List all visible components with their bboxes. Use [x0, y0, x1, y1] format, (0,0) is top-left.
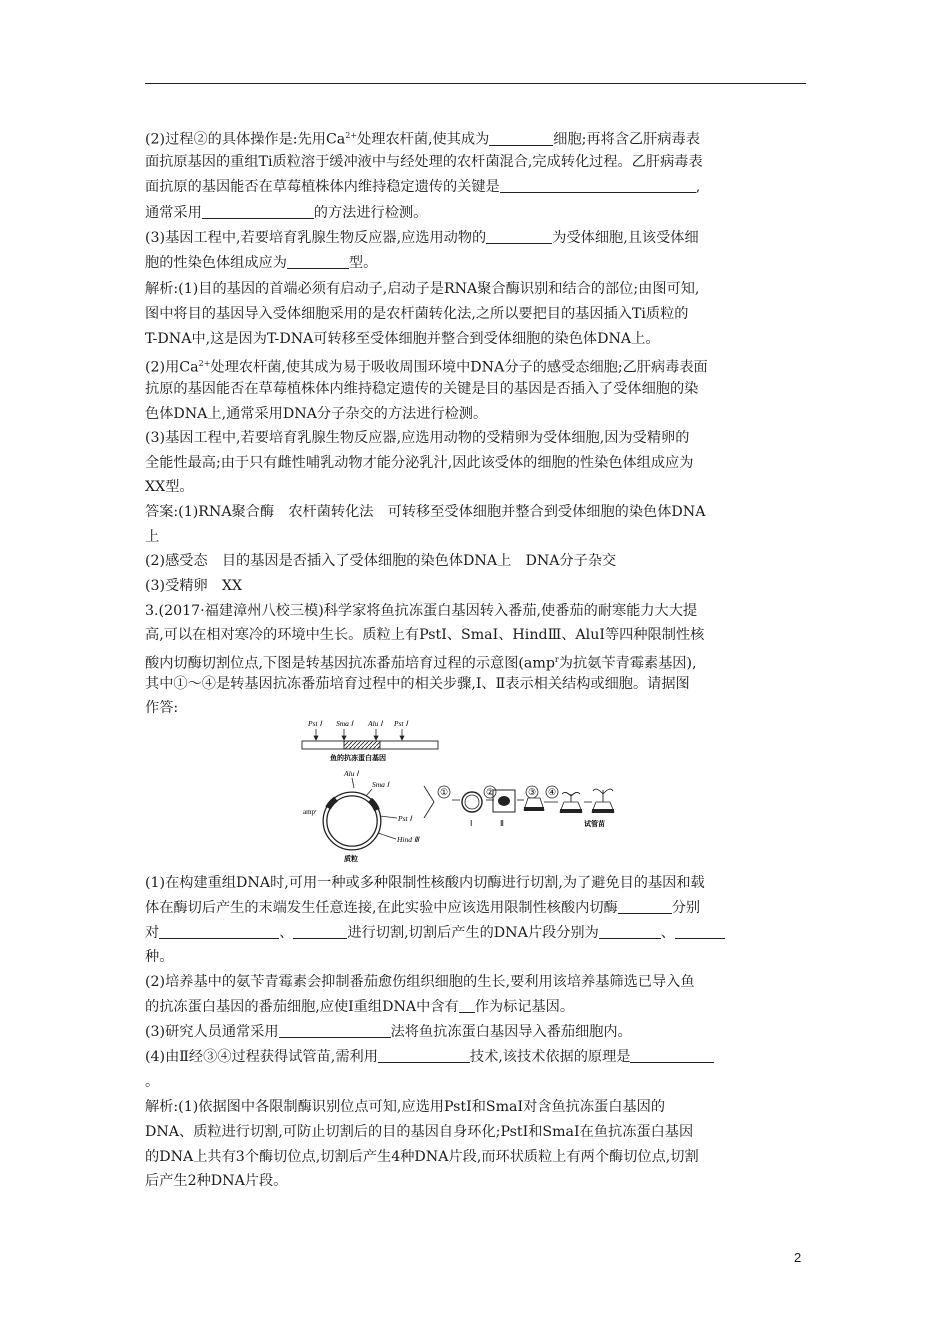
step-3-label: ③	[528, 787, 537, 797]
text-line: 全能性最高;由于只有雌性哺乳动物才能分泌乳汁,因此该受体的细胞的性染色体组成应为	[145, 455, 694, 471]
question-line: 。	[145, 1074, 160, 1090]
text-line: (2)过程②的具体操作是:先用$Ca^{2+}$处理农杆菌,使其成为 细胞;再将含乙肝病毒表	[145, 131, 700, 148]
seedling-2	[592, 789, 614, 813]
text-line: (3)基因工程中,若要培育乳腺生物反应器,应选用动物的 为受体细胞,且该受体细	[145, 230, 699, 246]
blank[interactable]	[459, 998, 475, 1013]
step-1-label: ①	[440, 787, 449, 797]
plasmid-sma1-label: Sma Ⅰ	[372, 780, 390, 789]
step-2-label: ②	[486, 787, 495, 797]
blank[interactable]	[279, 1023, 391, 1038]
blank[interactable]	[159, 924, 279, 939]
blank[interactable]	[202, 204, 314, 219]
blank[interactable]	[599, 924, 661, 939]
answer-line: 答案:(1)RNA聚合酶 农杆菌转化法 可转移至受体细胞并整合到受体细胞的染色体DNA	[145, 504, 706, 520]
answer-line: 的DNA上共有3个酶切位点,切割后产生4种DNA片段,而环状质粒上有两个酶切位点,切割	[145, 1149, 699, 1165]
blank[interactable]	[287, 254, 349, 269]
text-line: 解析:(1)目的基因的首端必须有启动子,启动子是RNA聚合酶识别和结合的部位;由图可知,	[145, 281, 700, 297]
blank[interactable]	[500, 178, 696, 193]
bracket	[424, 786, 434, 818]
plasmid-segment	[370, 800, 377, 810]
header-rule	[145, 83, 806, 84]
cut-arrows	[314, 729, 404, 740]
question-line: 体在酶切后产生的末端发生任意连接,在此实验中应该选用限制性核酸内切酶 分别	[145, 900, 701, 916]
question-line: 酸内切酶切割位点,下图是转基因抗冻番茄培育过程的示意图(amp$^r$为抗氨苄青霉素基因),	[145, 655, 697, 672]
sma1-top-label: Sma Ⅰ	[336, 719, 354, 728]
step-4-label: ④	[548, 787, 557, 797]
answer-line: 解析:(1)依据图中各限制酶识别位点可知,应选用PstⅠ和SmaⅠ对含鱼抗冻蛋白基因的	[145, 1099, 666, 1115]
question-line: 其中①～④是转基因抗冻番茄培育过程中的相关步骤,Ⅰ、Ⅱ表示相关结构或细胞。请据图	[145, 676, 690, 692]
text-line: 通常采用 的方法进行检测。	[145, 205, 428, 221]
answer-line: 后产生2种DNA片段。	[145, 1173, 288, 1189]
text-line: T-DNA中,这是因为T-DNA可转移至受体细胞并整合到受体细胞的染色体DNA上。	[145, 331, 660, 347]
text-line: 面抗原的基因能否在草莓植株体内维持稳定遗传的关键是 ,	[145, 179, 701, 195]
pst1-top-label: Pst Ⅰ	[308, 719, 322, 728]
plasmid-name: 质粒	[344, 855, 358, 863]
text-line: 色体DNA上,通常采用DNA分子杂交的方法进行检测。	[145, 406, 488, 422]
text-line: 面抗原基因的重组Ti质粒溶于缓冲液中与经处理的农杆菌混合,完成转化过程。乙肝病毒表	[145, 154, 703, 170]
seedling-1	[560, 792, 582, 813]
ampr-segment	[328, 799, 336, 808]
page-number: 2	[794, 1250, 802, 1265]
plasmid-pst1-label: Pst Ⅰ	[398, 814, 412, 823]
question-line: (3)研究人员通常采用 法将鱼抗冻蛋白基因导入番茄细胞内。	[145, 1024, 632, 1040]
alu1-top-label: Alu Ⅰ	[368, 719, 383, 728]
blank[interactable]	[618, 899, 672, 914]
antifreeze-gene-segment	[344, 741, 380, 749]
blank[interactable]	[489, 131, 553, 146]
question-line: 高,可以在相对寒冷的环境中生长。质粒上有PstⅠ、SmaⅠ、HindⅢ、AluⅠ等四种限制性核	[145, 627, 705, 643]
plasmid-alu1-label: Alu Ⅰ	[344, 769, 359, 778]
blank[interactable]	[675, 924, 725, 939]
seedling-label: 试管苗	[584, 820, 605, 828]
answer-line: (2)感受态 目的基因是否插入了受体细胞的染色体DNA上 DNA分子杂交	[145, 553, 617, 569]
plasmid-hind3-label: Hind Ⅲ	[397, 835, 420, 844]
blank[interactable]	[378, 1048, 470, 1063]
question-line: 对 、 进行切割,切割后产生的DNA片段分别为 、	[145, 922, 806, 944]
answer-line: 上	[145, 529, 160, 545]
question-line: 作答:	[145, 700, 179, 716]
gene-label: 鱼的抗冻蛋白基因	[330, 754, 386, 762]
process-diagram	[300, 714, 660, 866]
text-line: 图中将目的基因导入受体细胞采用的是农杆菌转化法,之所以要把目的基因插入Ti质粒的	[145, 306, 689, 322]
text-line: 胞的性染色体组成应为 型。	[145, 255, 378, 271]
text-line: (3)基因工程中,若要培育乳腺生物反应器,应选用动物的受精卵为受体细胞,因为受精卵的	[145, 430, 690, 446]
pst1-top-label-2: Pst Ⅰ	[394, 719, 408, 728]
struct-II-label: Ⅱ	[500, 819, 504, 828]
question-line: 种。	[145, 949, 174, 965]
text-line: (2)用$Ca^{2+}$处理农杆菌,使其成为易于吸收周围环境中DNA分子的感受态细胞;乙肝病毒表面	[145, 359, 708, 376]
question-line: (1)在构建重组DNA时,可用一种或多种限制性核酸内切酶进行切割,为了避免目的基因和载	[145, 875, 705, 891]
answer-line: DNA、质粒进行切割,可防止切割后的目的基因自身环化;PstⅠ和SmaⅠ在鱼抗冻蛋白基因	[145, 1124, 694, 1140]
text-line: XX型。	[145, 479, 194, 495]
answer-line: (3)受精卵 XX	[145, 578, 243, 594]
blank[interactable]	[486, 229, 552, 244]
struct-I-label: Ⅰ	[470, 819, 473, 828]
blank[interactable]	[293, 924, 347, 939]
question-line: (4)由Ⅱ经③④过程获得试管苗,需利用 技术,该技术依据的原理是	[145, 1046, 806, 1068]
question-line: 3.(2017·福建漳州八校三模)科学家将鱼抗冻蛋白基因转入番茄,使番茄的耐寒能力大大提	[145, 603, 698, 619]
ampr-label: ampʳ	[303, 808, 317, 816]
question-line: (2)培养基中的氨苄青霉素会抑制番茄愈伤组织细胞的生长,要利用该培养基筛选已导入鱼	[145, 974, 695, 990]
question-line: 的抗冻蛋白基因的番茄细胞,应使Ⅰ重组DNA中含有 作为标记基因。	[145, 999, 575, 1015]
text-line: 抗原的基因能否在草莓植株体内维持稳定遗传的关键是目的基因是否插入了受体细胞的染	[145, 381, 699, 397]
blank[interactable]	[630, 1048, 714, 1063]
